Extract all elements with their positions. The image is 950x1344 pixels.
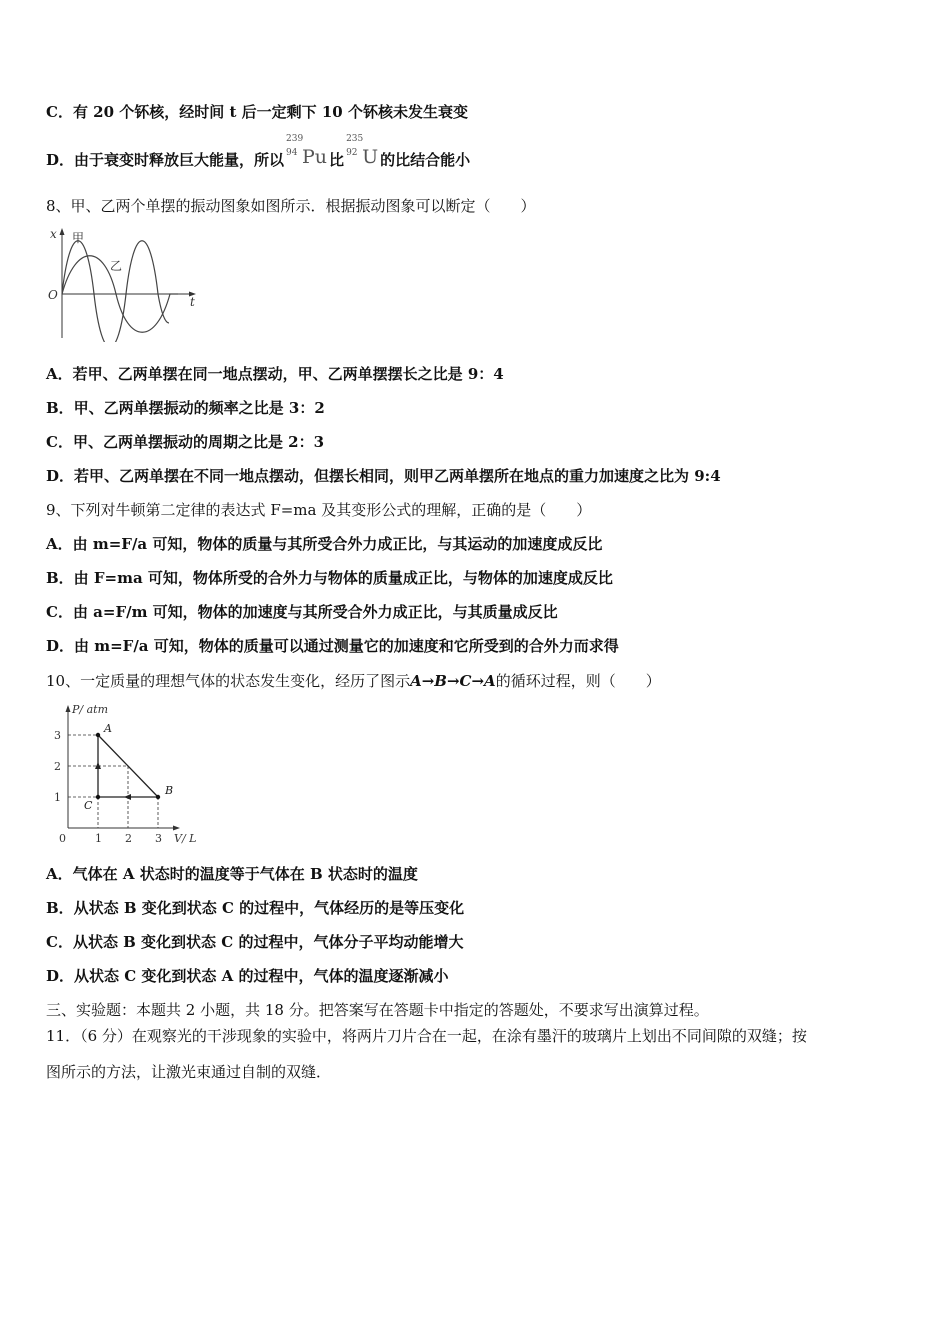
q10-xlabel: V/ L [174,832,197,845]
nuclide-u [346,134,379,170]
nuclide-u-z: 92 [346,148,358,158]
q7-option-d-text-post: 的比结合能小 [380,151,471,169]
q10-stem-pre: 10、一定质量的理想气体的状态发生变化，经历了图示 [46,672,411,690]
q7-option-d-text-mid: 比 [329,151,345,169]
q10-point-label-c: C [84,799,93,812]
q10-point-label-a: A [104,722,112,735]
q10-option-c: C．从状态 B 变化到状态 C 的过程中，气体分子平均动能增大 [46,933,464,951]
q10-p-axis-arrow [66,705,71,712]
q9-option-a: A．由 m=F/a 可知，物体的质量与其所受合外力成正比，与其运动的加速度成反比 [46,535,603,553]
q10-point-a [96,733,100,737]
q8-option-a: A．若甲、乙两单摆在同一地点摆动，甲、乙两单摆摆长之比是 9：4 [46,365,504,383]
q8-ylabel: x [50,227,57,241]
q10-arrow-c-to-a [95,762,101,769]
q10-stem-post: 的循环过程，则（ ） [495,672,661,690]
section3-heading: 三、实验题：本题共 2 小题，共 18 分。把答案写在答题卡中指定的答题处，不要求写出演算过程。 [46,1001,709,1019]
q9-option-c: C．由 a=F/m 可知，物体的加速度与其所受合外力成正比，与其质量成反比 [46,603,558,621]
nuclide-u-symbol: U [362,146,379,168]
q10-xtick-label: 1 [95,832,102,845]
nuclide-u-mass: 235 [346,134,364,144]
q8-option-d: D．若甲、乙两单摆在不同一地点摆动，但摆长相同，则甲乙两单摆所在地点的重力加速度之比为 9:4 [46,467,721,485]
q8-option-c: C．甲、乙两单摆振动的周期之比是 2：3 [46,433,325,451]
q11-line1: 11．（6 分）在观察光的干涉现象的实验中，将两片刀片合在一起，在涂有墨汗的玻璃片上划出不同间隙的双缝；按 [46,1027,807,1045]
q8-label-jia: 甲 [72,231,85,245]
q8-oscillation-figure [44,226,204,342]
q9-stem: 9、下列对牛顿第二定律的表达式 F=ma 及其变形公式的理解，正确的是（ ） [46,501,592,519]
q8-stem: 8、甲、乙两个单摆的振动图象如图所示．根据振动图象可以断定（ ） [46,197,536,215]
q10-v-axis-arrow [173,826,180,831]
q7-option-d [46,134,471,170]
q8-option-b: B．甲、乙两单摆振动的频率之比是 3：2 [46,399,325,417]
q9-option-b: B．由 F=ma 可知，物体所受的合外力与物体的质量成正比，与物体的加速度成反比 [46,569,613,587]
nuclide-pu-mass: 239 [286,134,304,144]
q10-cycle: A→B→C→A [410,672,496,690]
q7-option-c: C．有 20 个钚核，经时间 t 后一定剩下 10 个钚核未发生衰变 [46,103,468,121]
q8-xlabel: t [190,295,195,309]
q10-xtick-label: 2 [125,832,132,845]
q10-option-b: B．从状态 B 变化到状态 C 的过程中，气体经历的是等压变化 [46,899,465,917]
q10-option-a: A．气体在 A 状态时的温度等于气体在 B 状态时的温度 [46,865,418,883]
q10-point-c [96,795,100,799]
q10-point-label-b: B [165,784,174,797]
q10-ytick-label: 1 [54,791,61,804]
q10-point-b [156,795,160,799]
q10-ytick-label: 3 [54,729,61,742]
q10-ylabel: P/ atm [72,703,109,716]
q8-origin-label: O [48,288,58,302]
nuclide-pu-symbol: Pu [302,146,328,168]
q10-arrow-b-to-c [124,794,131,800]
q10-process-lines [95,735,158,800]
q8-x-axis-arrow [60,228,65,235]
q10-ytick-label: 2 [54,760,61,773]
q11-line2: 图所示的方法，让激光束通过自制的双缝． [46,1063,332,1081]
q10-pv-figure [50,700,210,850]
q8-label-yi: 乙 [110,259,123,273]
nuclide-pu-z: 94 [286,148,298,158]
q9-option-d: D．由 m=F/a 可知，物体的质量可以通过测量它的加速度和它所受到的合外力而求得 [46,637,619,655]
q10-stem [46,671,661,691]
q10-gridlines [68,735,158,828]
q10-xtick-label: 3 [155,832,162,845]
q10-option-d: D．从状态 C 变化到状态 A 的过程中，气体的温度逐渐减小 [46,967,449,985]
q7-option-d-text-pre: D．由于衰变时释放巨大能量，所以 [46,151,285,169]
q10-origin-label: 0 [59,832,66,845]
nuclide-pu [286,134,328,170]
